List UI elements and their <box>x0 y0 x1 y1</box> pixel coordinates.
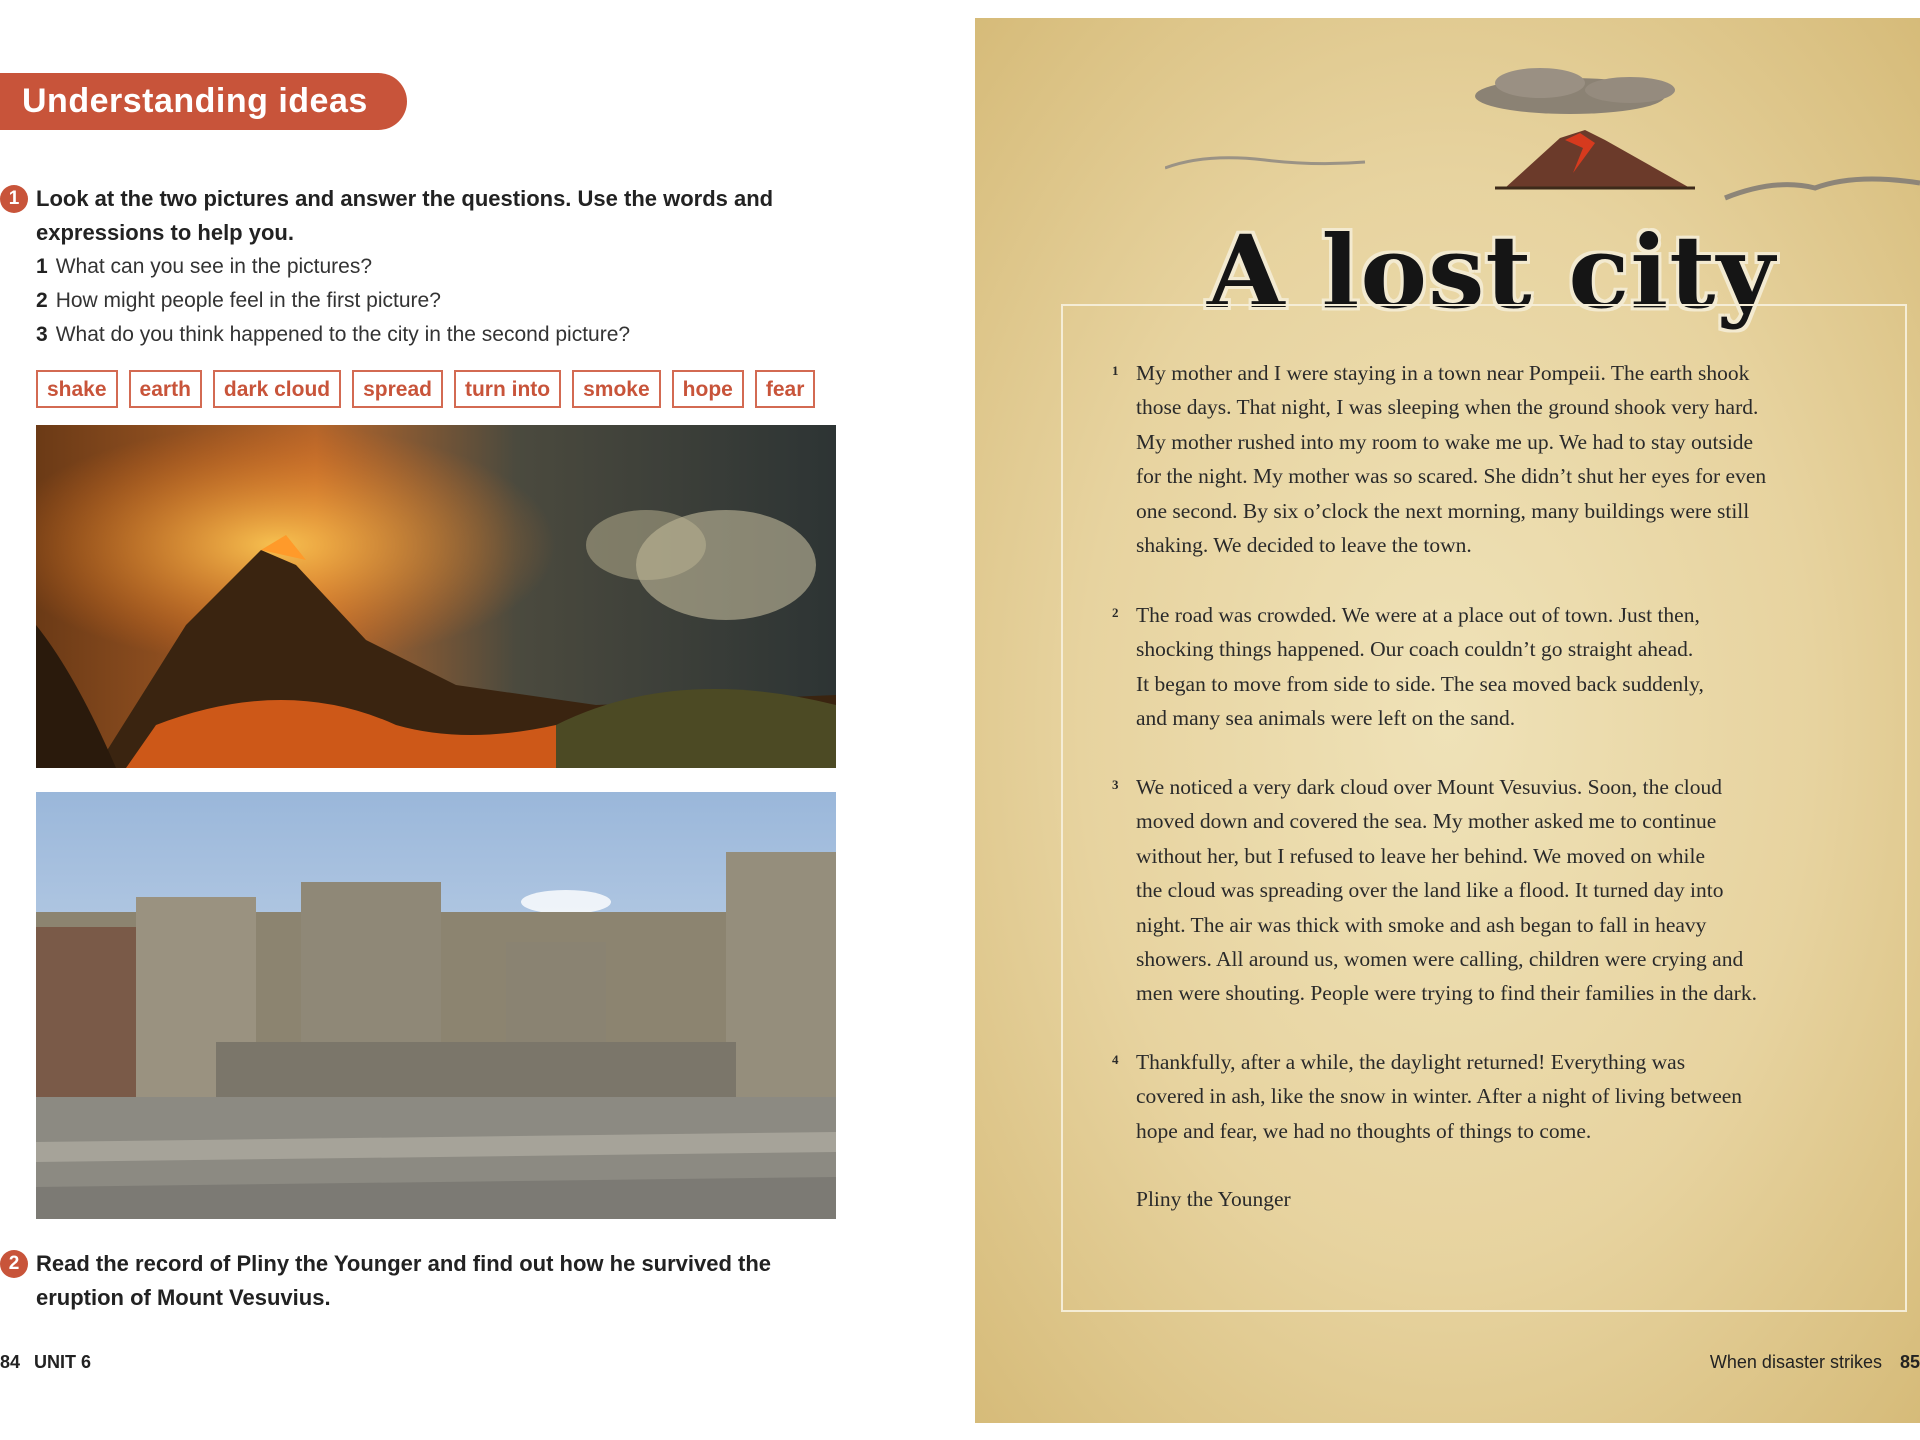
word-chip: smoke <box>572 370 661 408</box>
exercise-1-number: 1 <box>0 185 28 213</box>
chapter-title: When disaster strikes <box>1709 1352 1882 1372</box>
paragraph-number: 3 <box>1112 777 1119 792</box>
paragraph-3: 3 We noticed a very dark cloud over Mount Vesuvius. Soon, the cloud moved down and covered the sea. My mother asked me to continue without her, but I refused to leave her behind. We moved on while the cloud was spreading over the land like a flood. It turned day into night. The air was thick with smoke and ash began to fall in heavy showers. All around us, women were calling, children were crying and men were shouting. People were trying to find their families in the dark. <box>1136 770 1876 1011</box>
volcano-illustration <box>1455 48 1920 218</box>
page-number: 84 <box>0 1352 21 1372</box>
exercise-1-instruction-line2: expressions to help you. <box>36 220 294 245</box>
page-footer-right <box>1710 1352 1920 1373</box>
exercise-2-number: 2 <box>0 1250 28 1278</box>
word-chip: turn into <box>454 370 561 408</box>
unit-label: UNIT 6 <box>34 1352 92 1372</box>
volcano-eruption-image <box>36 425 836 768</box>
pompeii-ruins-image <box>36 792 836 1219</box>
article-title: A lost city <box>1207 213 1776 331</box>
paragraph-2: 2 The road was crowded. We were at a place out of town. Just then, shocking things happened. Our coach couldn’t go straight ahead. It began to move from side to side. The sea moved back suddenly, and many sea animals were left on the sand. <box>1136 598 1876 736</box>
word-box <box>36 370 815 408</box>
paragraph-number: 2 <box>1112 605 1119 620</box>
section-title: Understanding ideas <box>0 73 407 130</box>
word-chip: fear <box>755 370 816 408</box>
right-page <box>975 18 1920 1423</box>
word-chip: spread <box>352 370 443 408</box>
word-chip: earth <box>129 370 202 408</box>
paragraph-1: 1 My mother and I were staying in a town near Pompeii. The earth shook those days. That night, I was sleeping when the ground shook very hard. My mother rushed into my room to wake me up. We had to stay outside for the night. My mother was so scared. She didn’t shut her eyes for even one second. By six o’clock the next morning, many buildings were still shaking. We decided to leave the town. <box>1136 356 1876 562</box>
word-chip: shake <box>36 370 118 408</box>
exercise-2-instruction-line1: Read the record of Pliny the Younger and find out how he survived the <box>36 1251 772 1276</box>
paragraph-number: 4 <box>1112 1052 1119 1067</box>
page-number: 85 <box>1899 1352 1920 1372</box>
question-3: 3 What do you think happened to the city in the second picture? <box>36 323 631 346</box>
word-chip: hope <box>672 370 744 408</box>
exercise-2-instruction-line2: eruption of Mount Vesuvius. <box>36 1285 331 1310</box>
word-chip: dark cloud <box>213 370 341 408</box>
signature: Pliny the Younger <box>1136 1187 1291 1211</box>
question-2: 2 How might people feel in the first picture? <box>36 289 441 312</box>
paragraph-number: 1 <box>1112 363 1119 378</box>
cloud-streak-decoration <box>1165 148 1405 188</box>
page-footer-left <box>0 1352 105 1373</box>
exercise-1-instruction-line1: Look at the two pictures and answer the questions. Use the words and <box>36 186 774 211</box>
question-1: 1 What can you see in the pictures? <box>36 255 373 278</box>
paragraph-4: 4 Thankfully, after a while, the daylight returned! Everything was covered in ash, like the snow in winter. After a night of living between hope and fear, we had no thoughts of things to come. <box>1136 1045 1876 1148</box>
